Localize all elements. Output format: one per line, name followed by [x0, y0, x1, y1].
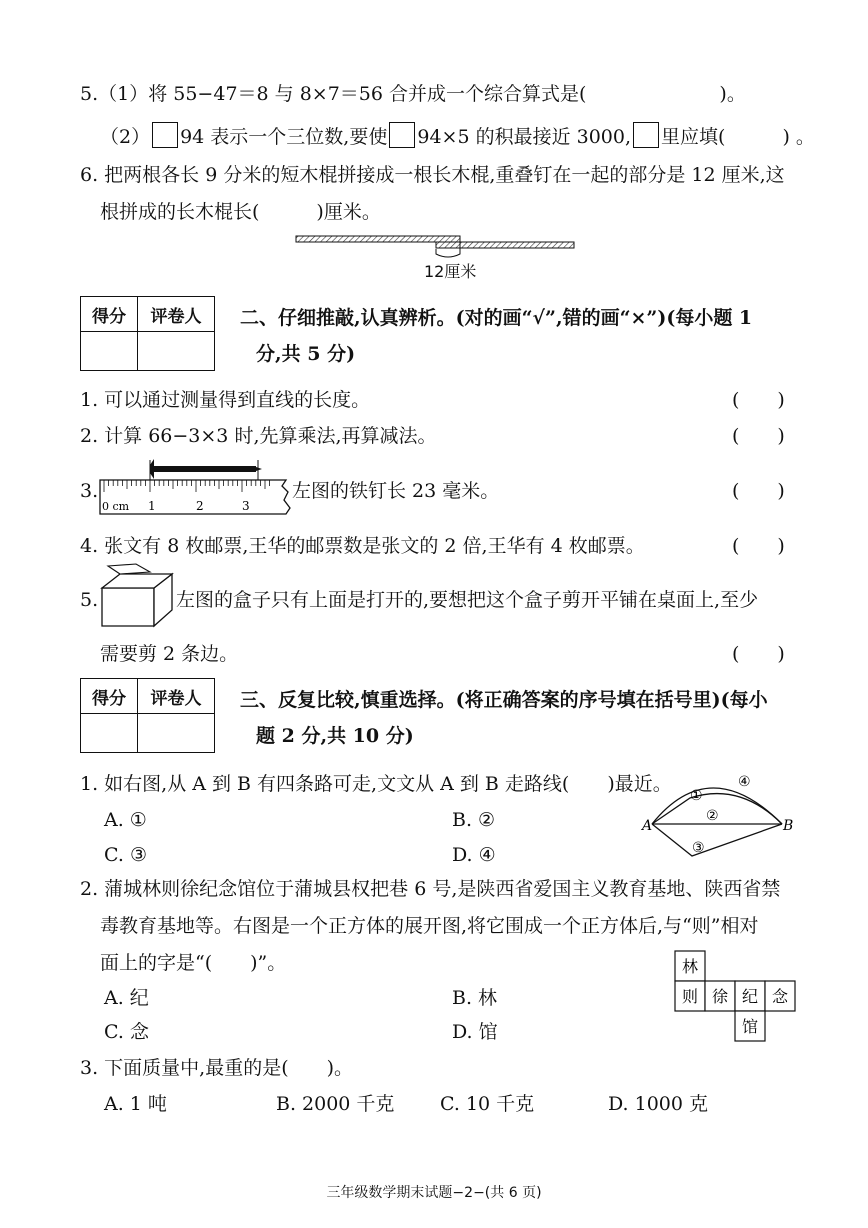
route-label-3: ③: [692, 840, 705, 856]
grader-cell[interactable]: [138, 332, 215, 371]
s3-q3-option-b[interactable]: B. 2000 千克: [276, 1093, 395, 1115]
route-label-4: ④: [738, 774, 751, 790]
q6-line-2: 根拼成的长木棍长( )厘米。: [100, 201, 381, 223]
s3-q3-option-c[interactable]: C. 10 千克: [440, 1093, 535, 1115]
s2-q2-answer[interactable]: ( ): [732, 425, 785, 447]
s2-q2: 2. 计算 66−3×3 时,先算乘法,再算减法。: [80, 425, 437, 447]
s2-q1-answer[interactable]: ( ): [732, 389, 785, 411]
net-face-3: 纪: [741, 987, 759, 1006]
grader-head: 评卷人: [138, 297, 215, 332]
net-face-top: 林: [681, 957, 699, 976]
s3-q2-option-c[interactable]: C. 念: [104, 1021, 149, 1043]
net-face-2: 徐: [711, 987, 729, 1006]
q5-part2-text-3: 里应填( ) 。: [661, 126, 815, 148]
grader-head: 评卷人: [138, 679, 215, 714]
open-box-figure: [100, 566, 176, 628]
route-figure: [640, 772, 800, 862]
score-table-2: [80, 296, 215, 371]
s2-q3-number: 3.: [80, 480, 99, 502]
cube-net-figure: [674, 950, 800, 1042]
s2-q4: 4. 张文有 8 枚邮票,王华的邮票数是张文的 2 倍,王华有 4 枚邮票。: [80, 535, 645, 557]
s3-q1-option-c[interactable]: C. ③: [104, 844, 147, 866]
route-label-1: ①: [690, 788, 703, 804]
q5-part2-label: （2）: [100, 126, 151, 148]
s3-q2-line-3: 面上的字是“( )”。: [100, 952, 287, 974]
s2-q4-answer[interactable]: ( ): [732, 535, 785, 557]
q5-part2-text-2: 94×5 的积最接近 3000,: [417, 126, 632, 148]
q5-part1: 5.（1）将 55−47＝8 与 8×7＝56 合并成一个综合算式是( )。: [80, 83, 746, 105]
section-3-title: 三、反复比较,慎重选择。(将正确答案的序号填在括号里)(每小: [240, 689, 768, 711]
s2-q5-cont: 需要剪 2 条边。: [100, 643, 239, 665]
section-2-title-cont: 分,共 5 分): [256, 343, 356, 365]
s3-q2-option-a[interactable]: A. 纪: [104, 987, 149, 1009]
score-head: 得分: [81, 297, 138, 332]
blank-box: [152, 122, 178, 148]
overlap-label: 12厘米: [424, 262, 477, 281]
net-face-4: 念: [771, 987, 789, 1006]
ruler-label-3: 3: [242, 499, 250, 513]
section-2-title: 二、仔细推敲,认真辨析。(对的画“√”,错的画“×”)(每小题 1: [240, 307, 753, 329]
score-cell[interactable]: [81, 714, 138, 753]
score-head: 得分: [81, 679, 138, 714]
s2-q5: 左图的盒子只有上面是打开的,要想把这个盒子剪开平铺在桌面上,至少: [176, 589, 759, 611]
blank-box: [389, 122, 415, 148]
s3-q1-option-b[interactable]: B. ②: [452, 809, 496, 831]
stick-right: [436, 242, 574, 248]
s3-q1-option-a[interactable]: A. ①: [104, 809, 147, 831]
s3-q1-option-d[interactable]: D. ④: [452, 844, 496, 866]
stick-left: [296, 236, 460, 242]
section-3-title-cont: 题 2 分,共 10 分): [256, 725, 414, 747]
s3-q1: 1. 如右图,从 A 到 B 有四条路可走,文文从 A 到 B 走路线( )最近。: [80, 773, 672, 795]
ruler-label-0: 0 cm: [102, 500, 130, 513]
s3-q2-line-1: 2. 蒲城林则徐纪念馆位于蒲城县权把巷 6 号,是陕西省爱国主义教育基地、陕西省禁: [80, 878, 781, 900]
s3-q2-line-2: 毒教育基地等。右图是一个正方体的展开图,将它围成一个正方体后,与“则”相对: [100, 915, 759, 937]
s2-q3-answer[interactable]: ( ): [732, 480, 785, 502]
net-face-1: 则: [681, 987, 699, 1006]
ruler-label-2: 2: [196, 499, 204, 513]
net-face-bottom: 馆: [741, 1017, 759, 1036]
blank-box: [633, 122, 659, 148]
ruler-label-1: 1: [148, 499, 156, 513]
route-label-2: ②: [706, 808, 719, 824]
s3-q2-option-d[interactable]: D. 馆: [452, 1021, 498, 1043]
s2-q1: 1. 可以通过测量得到直线的长度。: [80, 389, 371, 411]
route-3: [652, 824, 782, 856]
grader-cell[interactable]: [138, 714, 215, 753]
s3-q3: 3. 下面质量中,最重的是( )。: [80, 1057, 354, 1079]
ruler-nail-figure: [100, 456, 295, 518]
s2-q5-answer[interactable]: ( ): [732, 643, 785, 665]
q5-part2: [100, 122, 815, 149]
q6-line-1: 6. 把两根各长 9 分米的短木棍拼接成一根长木棍,重叠钉在一起的部分是 12 厘米,这: [80, 164, 785, 186]
s3-q2-option-b[interactable]: B. 林: [452, 987, 498, 1009]
point-b: B: [783, 818, 794, 834]
page-footer: 三年级数学期末试题−2−(共 6 页): [326, 1185, 542, 1201]
s3-q3-option-a[interactable]: A. 1 吨: [104, 1093, 167, 1115]
q5-part2-text-1: 94 表示一个三位数,要使: [180, 126, 388, 148]
s2-q5-number: 5.: [80, 589, 99, 611]
score-cell[interactable]: [81, 332, 138, 371]
score-table-3: [80, 678, 215, 753]
point-a: A: [642, 818, 653, 834]
s3-q3-option-d[interactable]: D. 1000 克: [608, 1093, 709, 1115]
s2-q3: 左图的铁钉长 23 毫米。: [292, 480, 500, 502]
